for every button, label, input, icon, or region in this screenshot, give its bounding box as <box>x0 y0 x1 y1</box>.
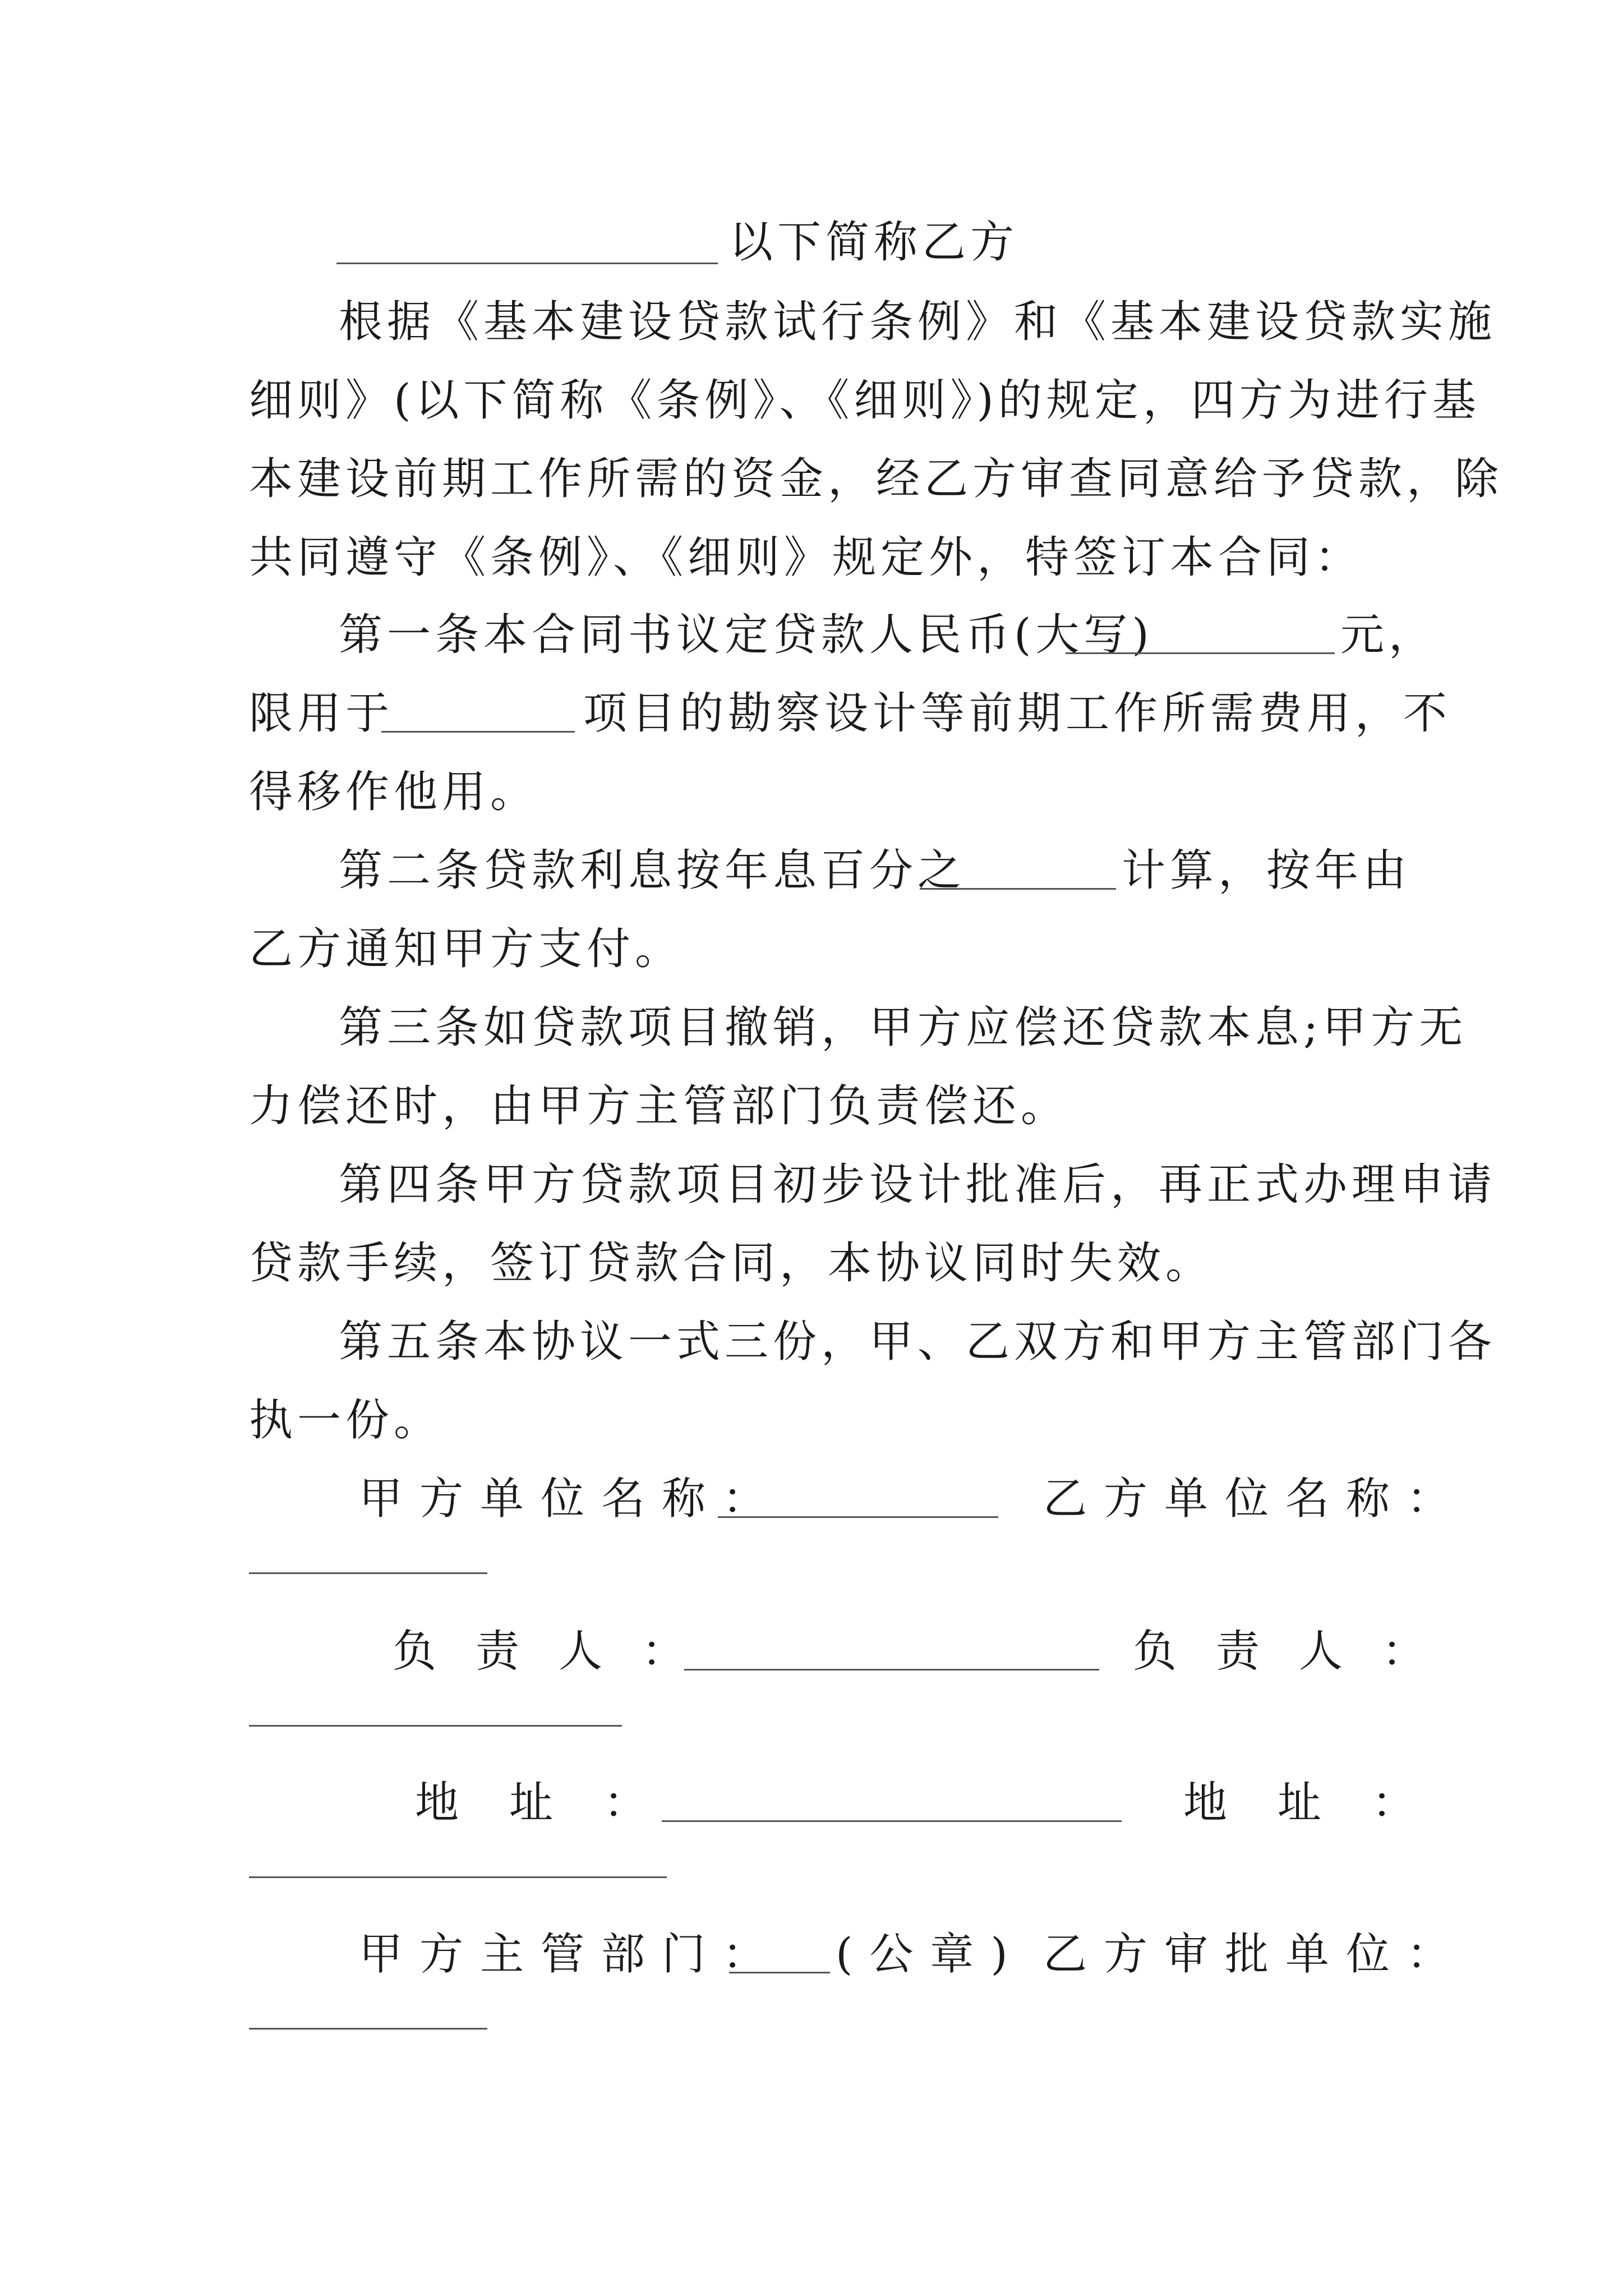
party-a-dept-blank <box>729 1972 830 1973</box>
party-a-address-blank <box>662 1820 1122 1822</box>
preamble-line-2: 细则》(以下简称《条例》、《细则》)的规定，四方为进行基 <box>249 375 1481 426</box>
preamble-line-1: 根据《基本建设贷款试行条例》和《基本建设贷款实施 <box>339 297 1497 347</box>
article1-line2-suffix: 项目的勘察设计等前期工作所需费用，不 <box>583 688 1452 739</box>
party-b-name-blank <box>249 1572 487 1574</box>
article1-line1-prefix: 第一条本合同书议定贷款人民币(大写) <box>339 610 1154 660</box>
party-a-address-label: 地址： <box>415 1778 698 1828</box>
party-b-address-blank <box>249 1876 667 1878</box>
seal-label: (公章) <box>836 1929 1025 1980</box>
interest-rate-blank <box>920 888 1116 890</box>
article3-line2: 力偿还时，由甲方主管部门负责偿还。 <box>249 1081 1069 1131</box>
party-b-name-label: 乙方单位名称： <box>1043 1474 1468 1524</box>
project-name-blank <box>381 731 575 733</box>
article1-line1-suffix: 元， <box>1340 610 1437 660</box>
party-b-approval-blank <box>249 2028 487 2030</box>
preamble-line-3: 本建设前期工作所需的资金，经乙方审查同意给予贷款，除 <box>249 454 1504 504</box>
party-b-address-label: 地址： <box>1183 1778 1467 1828</box>
party-a-name-blank <box>718 1516 998 1518</box>
article2-line2: 乙方通知甲方支付。 <box>249 924 684 974</box>
party-b-approval-label: 乙方审批单位： <box>1043 1929 1468 1980</box>
article2-line1-suffix: 计算，按年由 <box>1122 845 1412 896</box>
party-a-name-label: 甲方单位名称： <box>359 1474 783 1524</box>
party-a-person-label: 负责人： <box>393 1626 725 1677</box>
article3-line1: 第三条如贷款项目撤销，甲方应偿还贷款本息;甲方无 <box>339 1002 1468 1053</box>
party-b-person-blank <box>249 1725 622 1727</box>
loan-amount-blank <box>1066 652 1335 654</box>
article1-line3: 得移作他用。 <box>249 767 539 817</box>
article5-line1: 第五条本协议一式三份，甲、乙双方和甲方主管部门各 <box>339 1317 1497 1367</box>
article4-line2: 贷款手续，签订贷款合同，本协议同时失效。 <box>249 1238 1214 1289</box>
header-suffix: 以下简称乙方 <box>729 217 1019 268</box>
header-blank <box>336 263 718 264</box>
party-a-person-blank <box>684 1669 1099 1671</box>
article4-line1: 第四条甲方贷款项目初步设计批准后，再正式办理申请 <box>339 1159 1497 1210</box>
party-b-person-label: 负责人： <box>1133 1626 1465 1677</box>
article1-line2-prefix: 限用于 <box>249 688 394 739</box>
article2-line1-prefix: 第二条贷款利息按年息百分之 <box>339 845 966 896</box>
preamble-line-4: 共同遵守《条例》、《细则》规定外，特签订本合同： <box>249 532 1363 583</box>
article5-line2: 执一份。 <box>249 1395 442 1446</box>
party-a-dept-label: 甲方主管部门： <box>359 1929 783 1980</box>
